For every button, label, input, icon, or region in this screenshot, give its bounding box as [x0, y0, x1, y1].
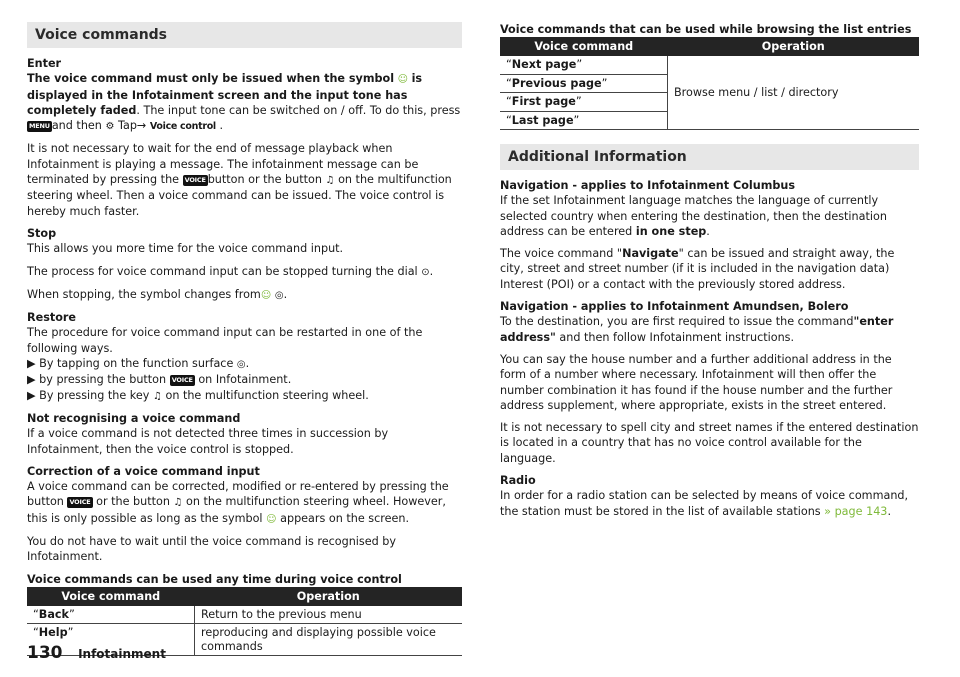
enter-paragraph: Enter The voice command must only be issued when the symbol ☺ is displayed in the Infotainment screen and the input tone has completely faded. The input tone can be switched on / off. To do this, press MENU and then ⚙ Tap→ Voice control .: [27, 56, 462, 134]
column-header: Operation: [195, 587, 463, 606]
steering-voice-icon: ♫: [325, 175, 335, 187]
left-column: [27, 22, 462, 656]
table-caption-browsing: Voice commands that can be used while browsing the list entries: [500, 23, 912, 36]
steering-voice-icon: ♫: [173, 497, 183, 509]
table-caption-any-time: Voice commands can be used any time during voice control: [27, 572, 402, 586]
spelling-paragraph: It is not necessary to spell city and street names if the entered destination is located in a country that has no voice control available for the language.: [500, 421, 919, 465]
column-header: Voice command: [500, 37, 668, 56]
voice-active-icon: ☺: [260, 289, 272, 301]
section-title-additional-information: Additional Information: [500, 144, 919, 170]
enter-heading: Enter: [27, 57, 62, 70]
voice-key: VOICE: [171, 376, 193, 385]
navigation-columbus-paragraph: Navigation - applies to Infotainment Columbus If the set Infotainment language matches the language of currently selected country when entering the destination, then the destination address can be entered in one step.: [500, 179, 887, 238]
operation-cell: Return to the previous menu: [195, 606, 463, 624]
browsing-command-table: [500, 37, 919, 130]
stop-paragraph: Stop This allows you more time for the voice command input.: [27, 226, 344, 256]
settings-icon: ⚙: [105, 121, 115, 133]
restore-paragraph: Restore The procedure for voice command input can be restarted in one of the following ways.: [27, 311, 423, 355]
operation-cell: reproducing and displaying possible voice commands: [195, 624, 463, 656]
command-cell: “First page”: [500, 93, 668, 112]
function-surface-icon: ◎: [236, 359, 246, 371]
navigation-amundsen-paragraph: Navigation - applies to Infotainment Amundsen, Bolero To the destination, you are first required to issue the command"enter address" and then follow Infotainment instructions.: [500, 300, 894, 344]
voice-key: VOICE: [69, 498, 91, 507]
command-cell: “Help”: [27, 624, 195, 656]
command-cell: “Previous page”: [500, 74, 668, 93]
voice-active-icon: ☺: [266, 513, 277, 525]
dial-icon: ⊙: [421, 266, 430, 278]
restore-bullet: ▶ By pressing the key ♫ on the multifunction steering wheel.: [27, 388, 462, 404]
table-row: [500, 56, 919, 74]
menu-key: MENU: [29, 122, 50, 131]
steering-voice-icon: ♫: [152, 390, 162, 402]
right-column: [500, 22, 919, 526]
restore-bullet: ▶ by pressing the button VOICE on Infotainment.: [27, 373, 292, 387]
voice-key: VOICE: [184, 176, 206, 185]
chapter-name: Infotainment: [78, 647, 166, 661]
command-cell: “Last page”: [500, 111, 668, 130]
wait-paragraph: It is not necessary to wait for the end of message playback when Infotainment is playing a message. The infotainment message can be terminated by pressing the VOICE button or the button ♫ on the multifunction steering wheel. Then a voice command can be issued. The voice control is hereby much faster.: [27, 142, 452, 218]
column-header: Voice command: [27, 587, 195, 606]
navigate-command-paragraph: The voice command "Navigate" can be issued and straight away, the city, street and street number (if it is included in the navigation data) Interest (POI) or a contact with the previously stored address.: [500, 247, 895, 291]
command-cell: “Back”: [27, 606, 195, 624]
command-cell: “Next page”: [500, 56, 668, 74]
table-row: [27, 606, 462, 624]
column-header: Operation: [668, 37, 920, 56]
voice-paused-icon: ◎: [274, 289, 284, 301]
house-number-paragraph: You can say the house number and a further additional address in the form of a number where necessary. Infotainment will then offer the number combination it has found if the house number and the further address supplement, where appropriate, exists in the street entered.: [500, 352, 893, 412]
not-recognising-paragraph: Not recognising a voice command If a voice command is not detected three times in succession by Infotainment, then the voice control is stopped.: [27, 411, 389, 456]
page-number: 130: [27, 643, 63, 663]
stop-dial-paragraph: The process for voice command input can be stopped turning the dial ⊙.: [27, 264, 462, 280]
page-reference-link[interactable]: » page 143: [824, 504, 888, 518]
wait-recognised-paragraph: You do not have to wait until the voice command is recognised by Infotainment.: [27, 535, 396, 564]
menu-path: Voice control: [149, 121, 216, 133]
restore-bullet: ▶ By tapping on the function surface ◎.: [27, 356, 462, 372]
stop-symbol-paragraph: When stopping, the symbol changes from☺ ◎.: [27, 287, 462, 303]
page-footer: [27, 643, 166, 663]
operation-cell: Browse menu / list / directory: [668, 56, 920, 130]
radio-paragraph: Radio In order for a radio station can be selected by means of voice command, the station must be stored in the list of available stations » page 143.: [500, 474, 909, 518]
voice-active-icon: ☺: [397, 74, 409, 86]
correction-paragraph: Correction of a voice command input A voice command can be corrected, modified or re-entered by pressing the button VOICE or the button ♫ on the multifunction steering wheel. However, this is only possible as long as the symbol ☺ appears on the screen.: [27, 464, 462, 527]
section-title-voice-commands: Voice commands: [27, 22, 462, 48]
